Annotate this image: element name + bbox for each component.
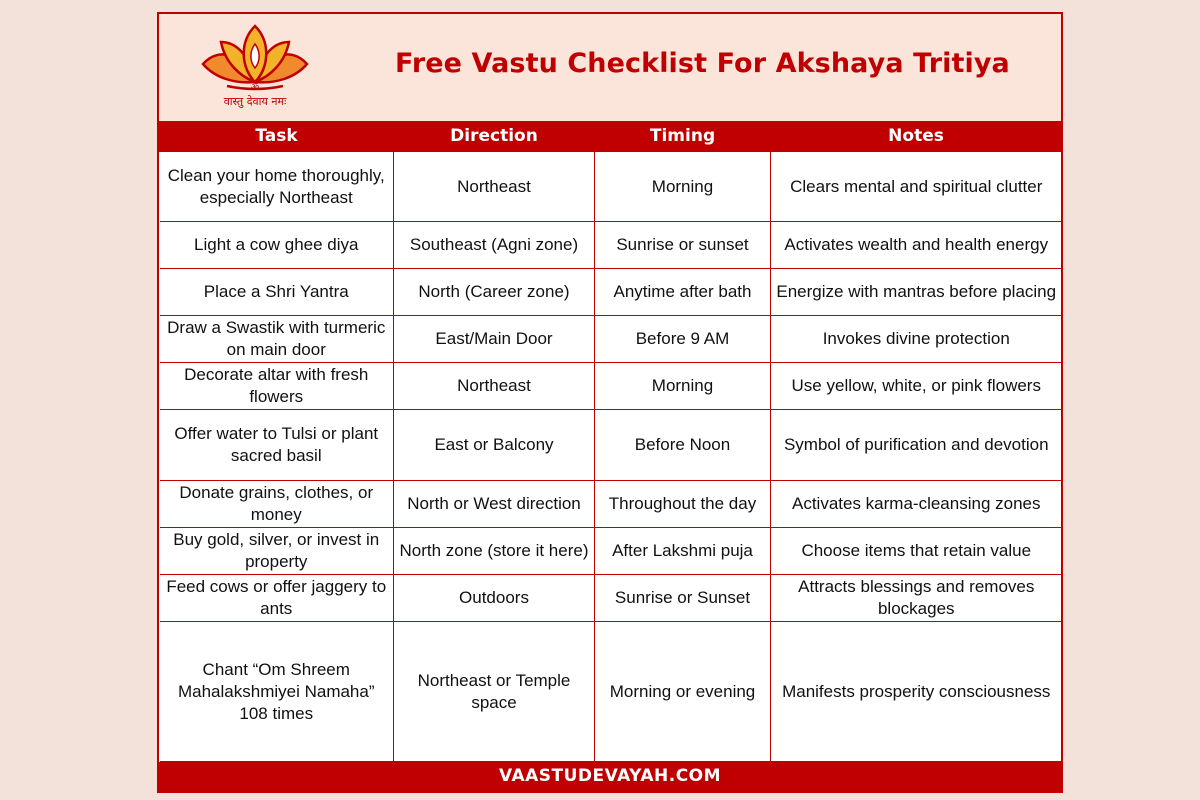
timing-cell: Morning or evening [595,622,771,762]
direction-cell: Northeast [394,152,595,222]
task-cell: Feed cows or offer jaggery to ants [160,575,394,622]
header-timing: Timing [595,121,771,152]
notes-cell: Attracts blessings and removes blockages [771,575,1062,622]
table-header-row [160,121,1062,152]
task-cell: Place a Shri Yantra [160,269,394,316]
table-row [160,152,1062,222]
task-cell: Chant “Om Shreem Mahalakshmiyei Namaha” 108 times [160,622,394,762]
task-cell: Offer water to Tulsi or plant sacred basil [160,410,394,481]
task-cell: Buy gold, silver, or invest in property [160,528,394,575]
checklist-card [157,12,1063,793]
timing-cell: Before 9 AM [595,316,771,363]
timing-cell: After Lakshmi puja [595,528,771,575]
table-row [160,622,1062,762]
timing-cell: Before Noon [595,410,771,481]
direction-cell: North zone (store it here) [394,528,595,575]
table-row [160,528,1062,575]
task-cell: Draw a Swastik with turmeric on main door [160,316,394,363]
notes-cell: Symbol of purification and devotion [771,410,1062,481]
direction-cell: Outdoors [394,575,595,622]
direction-cell: Southeast (Agni zone) [394,222,595,269]
notes-cell: Energize with mantras before placing [771,269,1062,316]
lotus-flame-icon [199,20,311,94]
table-row [160,363,1062,410]
header [159,14,1061,121]
direction-cell: East or Balcony [394,410,595,481]
direction-cell: East/Main Door [394,316,595,363]
page-title: Free Vastu Checklist For Akshaya Tritiya [395,48,1010,79]
direction-cell: Northeast [394,363,595,410]
om-symbol: ॐ [250,83,260,93]
task-cell: Decorate altar with fresh flowers [160,363,394,410]
table-row [160,222,1062,269]
header-task: Task [160,121,394,152]
table-row [160,481,1062,528]
table-row [160,316,1062,363]
notes-cell: Manifests prosperity consciousness [771,622,1062,762]
timing-cell: Sunrise or sunset [595,222,771,269]
timing-cell: Morning [595,152,771,222]
footer-website: VAASTUDEVAYAH.COM [159,762,1061,791]
table-row [160,410,1062,481]
task-cell: Clean your home thoroughly, especially Northeast [160,152,394,222]
task-cell: Light a cow ghee diya [160,222,394,269]
table-row [160,575,1062,622]
timing-cell: Anytime after bath [595,269,771,316]
logo-caption: वास्तु देवाय नमः [223,95,287,108]
timing-cell: Throughout the day [595,481,771,528]
notes-cell: Invokes divine protection [771,316,1062,363]
notes-cell: Use yellow, white, or pink flowers [771,363,1062,410]
task-cell: Donate grains, clothes, or money [160,481,394,528]
direction-cell: Northeast or Temple space [394,622,595,762]
timing-cell: Morning [595,363,771,410]
timing-cell: Sunrise or Sunset [595,575,771,622]
notes-cell: Activates wealth and health energy [771,222,1062,269]
header-direction: Direction [394,121,595,152]
header-notes: Notes [771,121,1062,152]
table-row [160,269,1062,316]
direction-cell: North (Career zone) [394,269,595,316]
notes-cell: Activates karma-cleansing zones [771,481,1062,528]
checklist-table [159,121,1062,762]
notes-cell: Choose items that retain value [771,528,1062,575]
direction-cell: North or West direction [394,481,595,528]
logo [199,20,311,116]
notes-cell: Clears mental and spiritual clutter [771,152,1062,222]
